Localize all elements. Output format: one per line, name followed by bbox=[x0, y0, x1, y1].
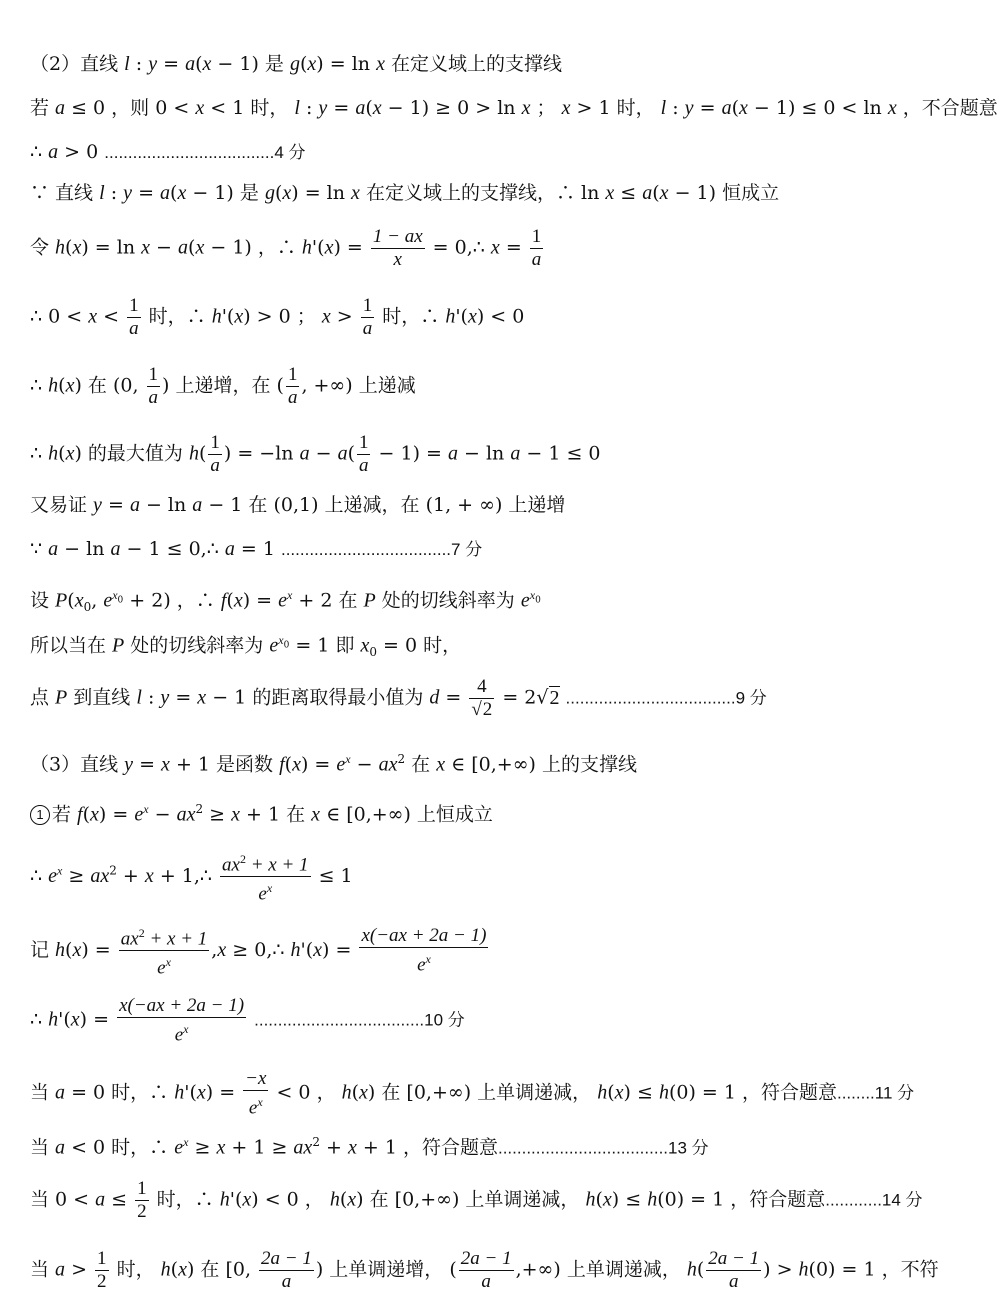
line-derivative-sign: ∴ 0 < x < $\frac{1}{a}$ 时，∴ h'(x) > 0 ； x > $\frac{1}{a}$ 时，∴ h'(x) < 0 bbox=[30, 295, 525, 339]
line-case-1: 1 若 $f(x) = e^x - ax^2 \ge x + 1$ 在 x ∈ [0,+∞) 上恒成立 bbox=[30, 797, 493, 826]
line-easy-proof: 又易证 y = a − ln a − 1 在 (0,1) 上递减，在 (1, + ∞) 上递增 bbox=[30, 494, 566, 516]
line-ineq-ratio: ∴ $e^x \ge ax^2 + x$ + 1,∴ $\frac{ax^2 + x + 1}{e^x}$ ≤ 1 bbox=[30, 848, 353, 906]
score-10: ....................................10 分 bbox=[254, 1010, 465, 1030]
line-case-a-nonpositive: 若 a ≤ 0 ，则 0 < x < 1 时， l : y = a(x − 1) ≥ 0 > ln x ； x > 1 时， l : y = a(x − 1) ≤ 0 < ln x ，不合题意 bbox=[30, 97, 998, 119]
line-support-ineq: ∵ 直线 l : y = a(x − 1) 是 g(x) = ln x 在定义域上的支撑线，∴ ln x ≤ a(x − 1) 恒成立 bbox=[30, 182, 780, 204]
line-point-P: 设 $P(x_0$, $e^{x_0} + 2$) ，∴ $f(x) = e^x + 2$ 在 P 处的切线斜率为 $e^{x_0}$ bbox=[30, 588, 541, 615]
score-14: ............14 分 bbox=[825, 1190, 923, 1210]
line-max-value: ∴ h(x) 的最大值为 h( $\frac{1}{a}$ ) = −ln a − a( $\frac{1}{a}$ − 1) = a − ln a − 1 ≤ 0 bbox=[30, 432, 601, 476]
score-7: ....................................7 分 bbox=[280, 540, 483, 559]
line-case-a-large: 当 a > $\frac{1}{2}$ 时， h(x) 在 [0, $\frac{2a - 1}{a}$ ) 上单调递增， ( $\frac{2a - 1}{a}$ ,+∞) 上单调递减， h( $\frac{2a - 1}{a}$ ) > h(0) = 1 ，不符 bbox=[30, 1248, 939, 1292]
line-part3-heading: （3）直线 y = x + 1 是函数 $f(x) = e^x - ax^2$ 在 x ∈ [0,+∞) 上的支撑线 bbox=[30, 752, 638, 776]
line-slope-one: 所以当在 P 处的切线斜率为 $e^{x_0} = 1$ 即 $x_0 = 0$ 时， bbox=[30, 633, 462, 660]
line-h2-derivative: ∴ h'(x) = $\frac{x(-ax + 2a - 1)}{e^x}$ ....................................10 分 bbox=[30, 995, 465, 1046]
line-a-equals-1: ∵ a − ln a − 1 ≤ 0,∴ a = 1 ....................................7 分 bbox=[30, 538, 483, 560]
line-case-a-zero: 当 a = 0 时，∴ h'(x) = $\frac{-x}{e^x}$ < 0 ， h(x) 在 [0,+∞) 上单调递减， h(x) ≤ h(0) = 1 ，符合题意........11 分 bbox=[30, 1068, 915, 1119]
score-13: ....................................13 分 bbox=[497, 1138, 709, 1158]
score-4: ....................................4 分 bbox=[104, 143, 306, 162]
line-case-a-small: 当 0 < a ≤ $\frac{1}{2}$ 时，∴ h'(x) < 0 ， h(x) 在 [0,+∞) 上单调递减， h(x) ≤ h(0) = 1 ，符合题意............14 分 bbox=[30, 1178, 923, 1222]
line-min-distance: 点 P 到直线 l : y = x − 1 的距离取得最小值为 d = $\frac{4}{√2}$ = 2√2 ....................................9 分 bbox=[30, 676, 767, 720]
score-11: ........11 分 bbox=[836, 1083, 915, 1103]
line-part2-heading: （2）直线 l : y = a(x − 1) 是 g(x) = ln x 在定义域上的支撑线 bbox=[30, 53, 562, 75]
circled-one-icon: 1 bbox=[30, 805, 50, 825]
line-case-a-negative: 当 a < 0 时，∴ $e^x \ge x + 1 \ge ax^2 + x + 1$ ，符合题意....................................13 分 bbox=[30, 1135, 709, 1159]
line-monotonic: ∴ h(x) 在 (0, $\frac{1}{a}$ ) 上递增，在 ( $\frac{1}{a}$ , +∞) 上递减 bbox=[30, 364, 416, 408]
line-a-positive: ∴ a > 0 ....................................4 分 bbox=[30, 141, 306, 163]
line-define-h2: 记 h(x) = $\frac{ax^2 + x + 1}{e^x}$ ,x ≥ 0,∴ h'(x) = $\frac{x(-ax + 2a - 1)}{e^x}$ bbox=[30, 922, 490, 980]
score-9: ....................................9 分 bbox=[565, 688, 767, 708]
line-define-h: 令 h(x) = ln x − a(x − 1) ，∴ h'(x) = $\frac{1 - ax}{x}$ = 0,∴ x = $\frac{1}{a}$ bbox=[30, 226, 542, 270]
